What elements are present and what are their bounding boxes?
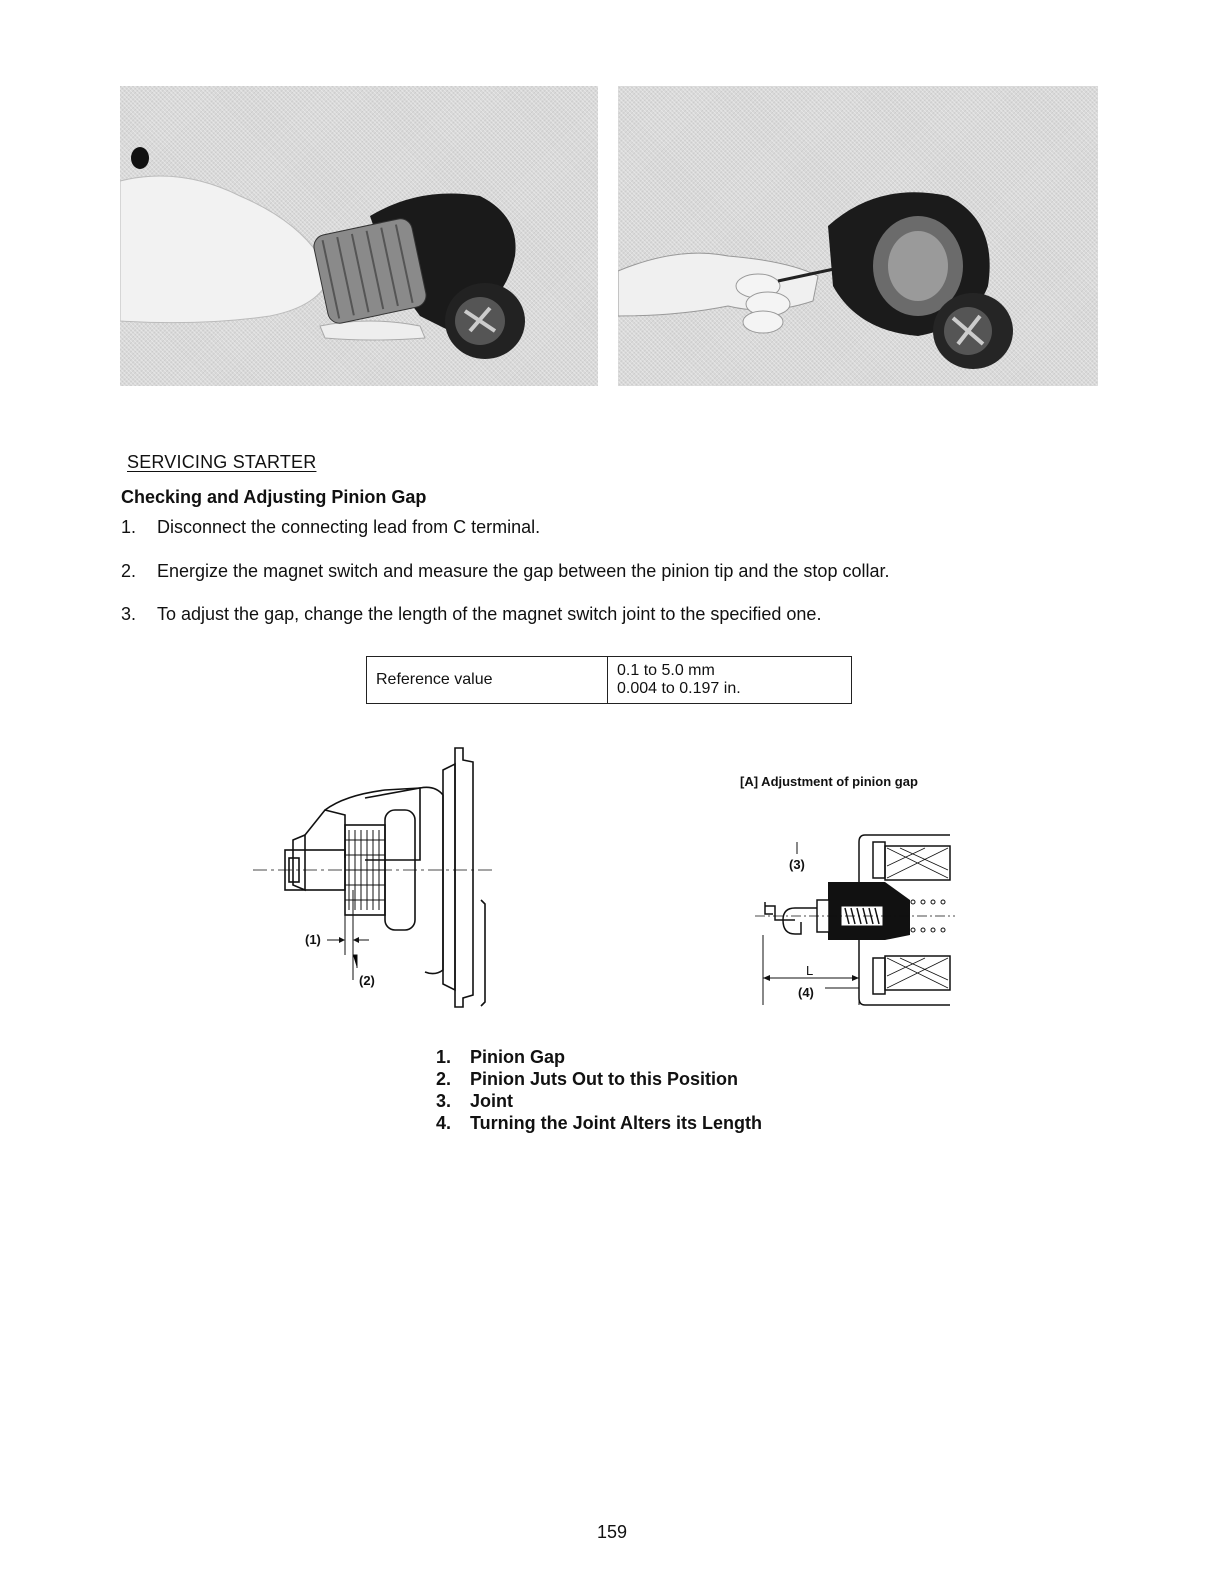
legend-number: 2. xyxy=(436,1069,452,1089)
legend-text: Joint xyxy=(470,1091,513,1111)
figure-caption: [A] Adjustment of pinion gap xyxy=(740,774,918,789)
legend-item xyxy=(436,1090,762,1112)
page-number: 159 xyxy=(596,1522,628,1542)
callout-2: (2) xyxy=(359,973,375,988)
legend-text: Pinion Juts Out to this Position xyxy=(470,1069,738,1089)
step-text: To adjust the gap, change the length of the magnet switch joint to the specified one. xyxy=(157,604,822,624)
table-row xyxy=(367,657,852,704)
legend-number: 3. xyxy=(436,1091,452,1111)
subheading: Checking and Adjusting Pinion Gap xyxy=(121,487,427,507)
step-text: Disconnect the connecting lead from C terminal. xyxy=(157,517,541,537)
dimension-label-l: L xyxy=(806,963,814,978)
step-text: Energize the magnet switch and measure the gap between the pinion tip and the stop collar. xyxy=(157,561,890,581)
step-item xyxy=(121,517,540,538)
section-title: SERVICING STARTER xyxy=(127,452,317,472)
legend-item xyxy=(436,1112,762,1134)
figure-legend xyxy=(436,1046,762,1134)
reference-value-in: 0.004 to 0.197 in. xyxy=(617,680,741,697)
callout-1: (1) xyxy=(305,932,321,947)
legend-item xyxy=(436,1068,762,1090)
photo-left-illustration xyxy=(120,86,598,386)
legend-number: 4. xyxy=(436,1113,452,1133)
adjustment-drawing xyxy=(735,770,955,1010)
step-number: 2. xyxy=(121,561,137,581)
step-number: 3. xyxy=(121,604,137,624)
callout-3: (3) xyxy=(789,857,805,872)
reference-value-mm: 0.1 to 5.0 mm xyxy=(617,662,715,679)
callout-4: (4) xyxy=(798,985,814,1000)
step-item xyxy=(121,604,821,625)
step-number: 1. xyxy=(121,517,137,537)
legend-text: Turning the Joint Alters its Length xyxy=(470,1113,762,1133)
legend-text: Pinion Gap xyxy=(470,1047,566,1067)
photo-right-illustration xyxy=(618,86,1098,386)
photo-starter-feeler-gauge xyxy=(618,86,1098,386)
photo-starter-armature xyxy=(120,86,598,386)
legend-number: 1. xyxy=(436,1047,452,1067)
step-item xyxy=(121,561,889,582)
reference-value-cell xyxy=(608,657,852,704)
reference-value-table xyxy=(366,656,852,704)
legend-item xyxy=(436,1046,762,1068)
pinion-gap-drawing xyxy=(245,740,505,1015)
reference-label: Reference value xyxy=(367,657,608,704)
